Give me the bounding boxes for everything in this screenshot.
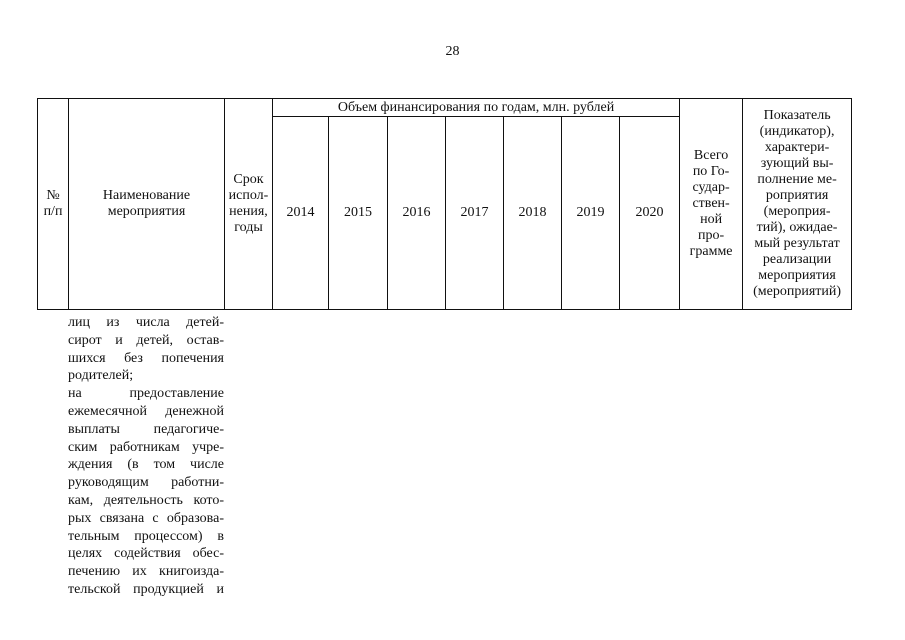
header-line: ной <box>700 212 723 227</box>
header-line: про- <box>698 228 725 243</box>
header-line: (мероприя- <box>763 204 831 219</box>
header-line: по Го- <box>692 164 730 179</box>
header-line: п/п <box>43 204 63 219</box>
column-term-header <box>225 99 273 310</box>
header-line: (мероприятий) <box>753 284 842 299</box>
text-line: руководящим работни- <box>68 475 224 491</box>
year-header-2015: 2015 <box>329 117 388 310</box>
page-number: 28 <box>445 44 460 59</box>
year-header-2019: 2019 <box>562 117 620 310</box>
column-name-header <box>69 99 225 310</box>
text-line: тельным процессом) в <box>68 528 224 544</box>
text-line: рых связана с образова- <box>68 510 224 526</box>
header-line: грамме <box>689 244 733 259</box>
header-line: Показатель <box>763 108 831 123</box>
text-line: тельской продукцией и <box>68 581 224 597</box>
text-line: на предоставление <box>68 386 224 402</box>
year-header-2016: 2016 <box>388 117 446 310</box>
header-line: Наименование <box>102 188 191 203</box>
header-line: тий), ожидае- <box>756 220 838 235</box>
text-line: ежемесячной денежной <box>68 403 224 419</box>
header-line: мероприятия <box>758 268 836 283</box>
year-header-2020: 2020 <box>620 117 680 310</box>
text-line: родителей; <box>68 368 134 384</box>
year-header-2014: 2014 <box>273 117 329 310</box>
header-line: Всего <box>693 148 729 163</box>
column-number-header <box>38 99 69 310</box>
header-line: Срок <box>233 172 264 187</box>
header-line: полнение ме- <box>757 172 837 187</box>
header-line: характери- <box>764 140 830 155</box>
header-line: ствен- <box>692 196 730 211</box>
header-line: нения, <box>229 204 268 219</box>
financing-table-header <box>37 98 852 310</box>
year-header-2017: 2017 <box>446 117 504 310</box>
column-indicator-header <box>743 99 852 310</box>
header-line: роприятия <box>765 188 829 203</box>
text-line: ждения (в том числе <box>68 457 224 473</box>
text-line: выплаты педагогиче- <box>68 421 224 437</box>
header-line: зующий вы- <box>760 156 834 171</box>
text-line: ским работникам учре- <box>68 439 224 455</box>
text-line: кам, деятельность кото- <box>68 492 224 508</box>
header-line: № <box>46 188 60 203</box>
measure-description <box>68 314 224 599</box>
text-line: лиц из числа детей- <box>68 315 224 330</box>
header-line: реализации <box>762 252 832 267</box>
text-line: печению их книгоизда- <box>68 564 224 580</box>
text-line: шихся без попечения <box>68 350 224 366</box>
text-line: целях содействия обес- <box>68 546 224 562</box>
header-line: испол- <box>228 188 269 203</box>
year-header-2018: 2018 <box>504 117 562 310</box>
header-line: судар- <box>692 180 730 195</box>
funding-header: Объем финансирования по годам, млн. рублей <box>273 99 680 117</box>
header-line: (индикатор), <box>759 124 835 139</box>
column-total-header <box>680 99 743 310</box>
header-line: мый результат <box>754 236 840 251</box>
header-line: годы <box>234 220 263 235</box>
text-line: сирот и детей, остав- <box>68 332 224 348</box>
header-line: мероприятия <box>107 204 186 219</box>
